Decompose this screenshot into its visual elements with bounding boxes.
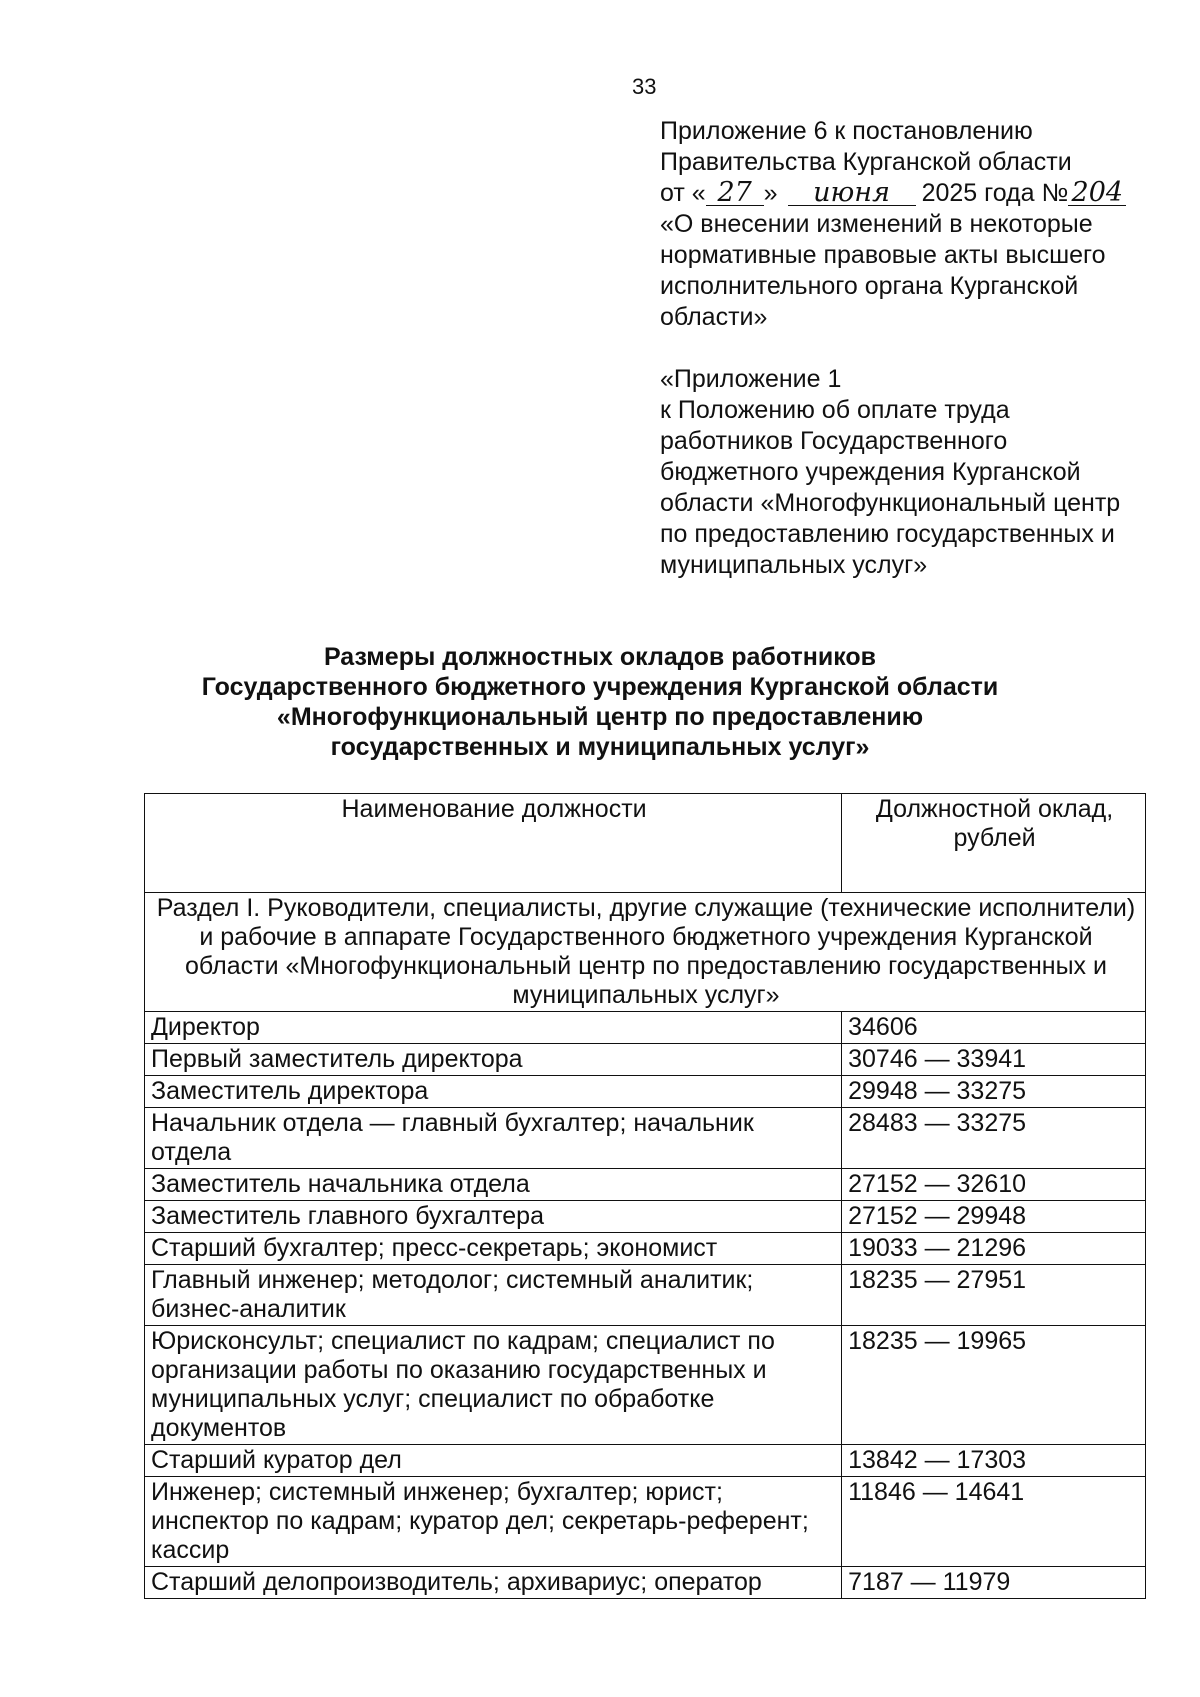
salary-cell: 7187 — 11979 [842, 1567, 1146, 1599]
position-cell: Заместитель начальника отдела [145, 1169, 842, 1201]
appendix2-line: бюджетного учреждения Курганской [660, 458, 1081, 486]
salary-cell: 28483 — 33275 [842, 1108, 1146, 1169]
document-title [0, 642, 1200, 762]
handwritten-month: июня [788, 181, 916, 206]
table-row [145, 1567, 1146, 1599]
title-line: Государственного бюджетного учреждения Курганской области [201, 673, 999, 701]
section-row [145, 893, 1146, 1012]
date-prefix: от « [660, 179, 706, 207]
handwritten-doc-number: 204 [1068, 181, 1126, 206]
title-line: Размеры должностных окладов работников [323, 643, 877, 671]
position-cell: Заместитель директора [145, 1076, 842, 1108]
appendix-line: Правительства Курганской области [660, 148, 1072, 176]
appendix-line: «О внесении изменений в некоторые [660, 210, 1093, 238]
appendix-line: Приложение 6 к постановлению [660, 117, 1033, 145]
table-header-row [145, 794, 1146, 893]
page-number: 33 [632, 74, 657, 99]
appendix2-line: муниципальных услуг» [660, 551, 928, 579]
salary-cell: 27152 — 32610 [842, 1169, 1146, 1201]
date-year: 2025 года № [921, 179, 1069, 207]
position-cell: Старший куратор дел [145, 1445, 842, 1477]
salary-table [144, 793, 1146, 1599]
salary-cell: 11846 — 14641 [842, 1477, 1146, 1567]
position-cell: Директор [145, 1012, 842, 1044]
salary-cell: 27152 — 29948 [842, 1201, 1146, 1233]
position-cell: Старший делопроизводитель; архивариус; оператор [145, 1567, 842, 1599]
header-salary: Должностной оклад, рублей [842, 794, 1146, 893]
table-row [145, 1477, 1146, 1567]
position-cell: Старший бухгалтер; пресс-секретарь; экономист [145, 1233, 842, 1265]
appendix-line: нормативные правовые акты высшего [660, 241, 1106, 269]
appendix-header [660, 116, 1170, 581]
appendix-line: исполнительного органа Курганской [660, 272, 1079, 300]
salary-cell: 34606 [842, 1012, 1146, 1044]
table-row [145, 1169, 1146, 1201]
salary-cell: 19033 — 21296 [842, 1233, 1146, 1265]
salary-cell: 29948 — 33275 [842, 1076, 1146, 1108]
spacer [660, 333, 1170, 364]
table-row [145, 1233, 1146, 1265]
title-line: государственных и муниципальных услуг» [330, 733, 870, 761]
table-row [145, 1265, 1146, 1326]
position-cell: Главный инженер; методолог; системный аналитик; бизнес-аналитик [145, 1265, 842, 1326]
table-row [145, 1326, 1146, 1445]
appendix2-line: к Положению об оплате труда [660, 396, 1010, 424]
date-mid: » [763, 179, 778, 207]
position-cell: Первый заместитель директора [145, 1044, 842, 1076]
salary-cell: 18235 — 19965 [842, 1326, 1146, 1445]
appendix-date-line [660, 178, 1170, 209]
title-line: «Многофункциональный центр по предоставлению [276, 703, 924, 731]
appendix2-line: работников Государственного [660, 427, 1008, 455]
salary-cell: 13842 — 17303 [842, 1445, 1146, 1477]
table-row [145, 1445, 1146, 1477]
header-position: Наименование должности [145, 794, 842, 893]
position-cell: Начальник отдела — главный бухгалтер; начальник отдела [145, 1108, 842, 1169]
table-row [145, 1044, 1146, 1076]
table-row [145, 1201, 1146, 1233]
position-cell: Юрисконсульт; специалист по кадрам; специалист по организации работы по оказанию государственных и муниципальных услуг; специалист по обработке документов [145, 1326, 842, 1445]
appendix2-line: области «Многофункциональный центр [660, 489, 1121, 517]
salary-cell: 30746 — 33941 [842, 1044, 1146, 1076]
table-row [145, 1076, 1146, 1108]
table-row [145, 1012, 1146, 1044]
salary-cell: 18235 — 27951 [842, 1265, 1146, 1326]
appendix2-line: «Приложение 1 [660, 365, 842, 393]
appendix-line: области» [660, 303, 768, 331]
position-cell: Заместитель главного бухгалтера [145, 1201, 842, 1233]
section-title: Раздел I. Руководители, специалисты, другие служащие (технические исполнители) и рабочие в аппарате Государственного бюджетного учреждения Курганской области «Многофункциональный центр по предоставлению государственных и муниципальных услуг» [145, 893, 1146, 1012]
position-cell: Инженер; системный инженер; бухгалтер; юрист; инспектор по кадрам; куратор дел; секретарь-референт; кассир [145, 1477, 842, 1567]
table-row [145, 1108, 1146, 1169]
handwritten-day: 27 [706, 181, 764, 206]
appendix2-line: по предоставлению государственных и [660, 520, 1115, 548]
